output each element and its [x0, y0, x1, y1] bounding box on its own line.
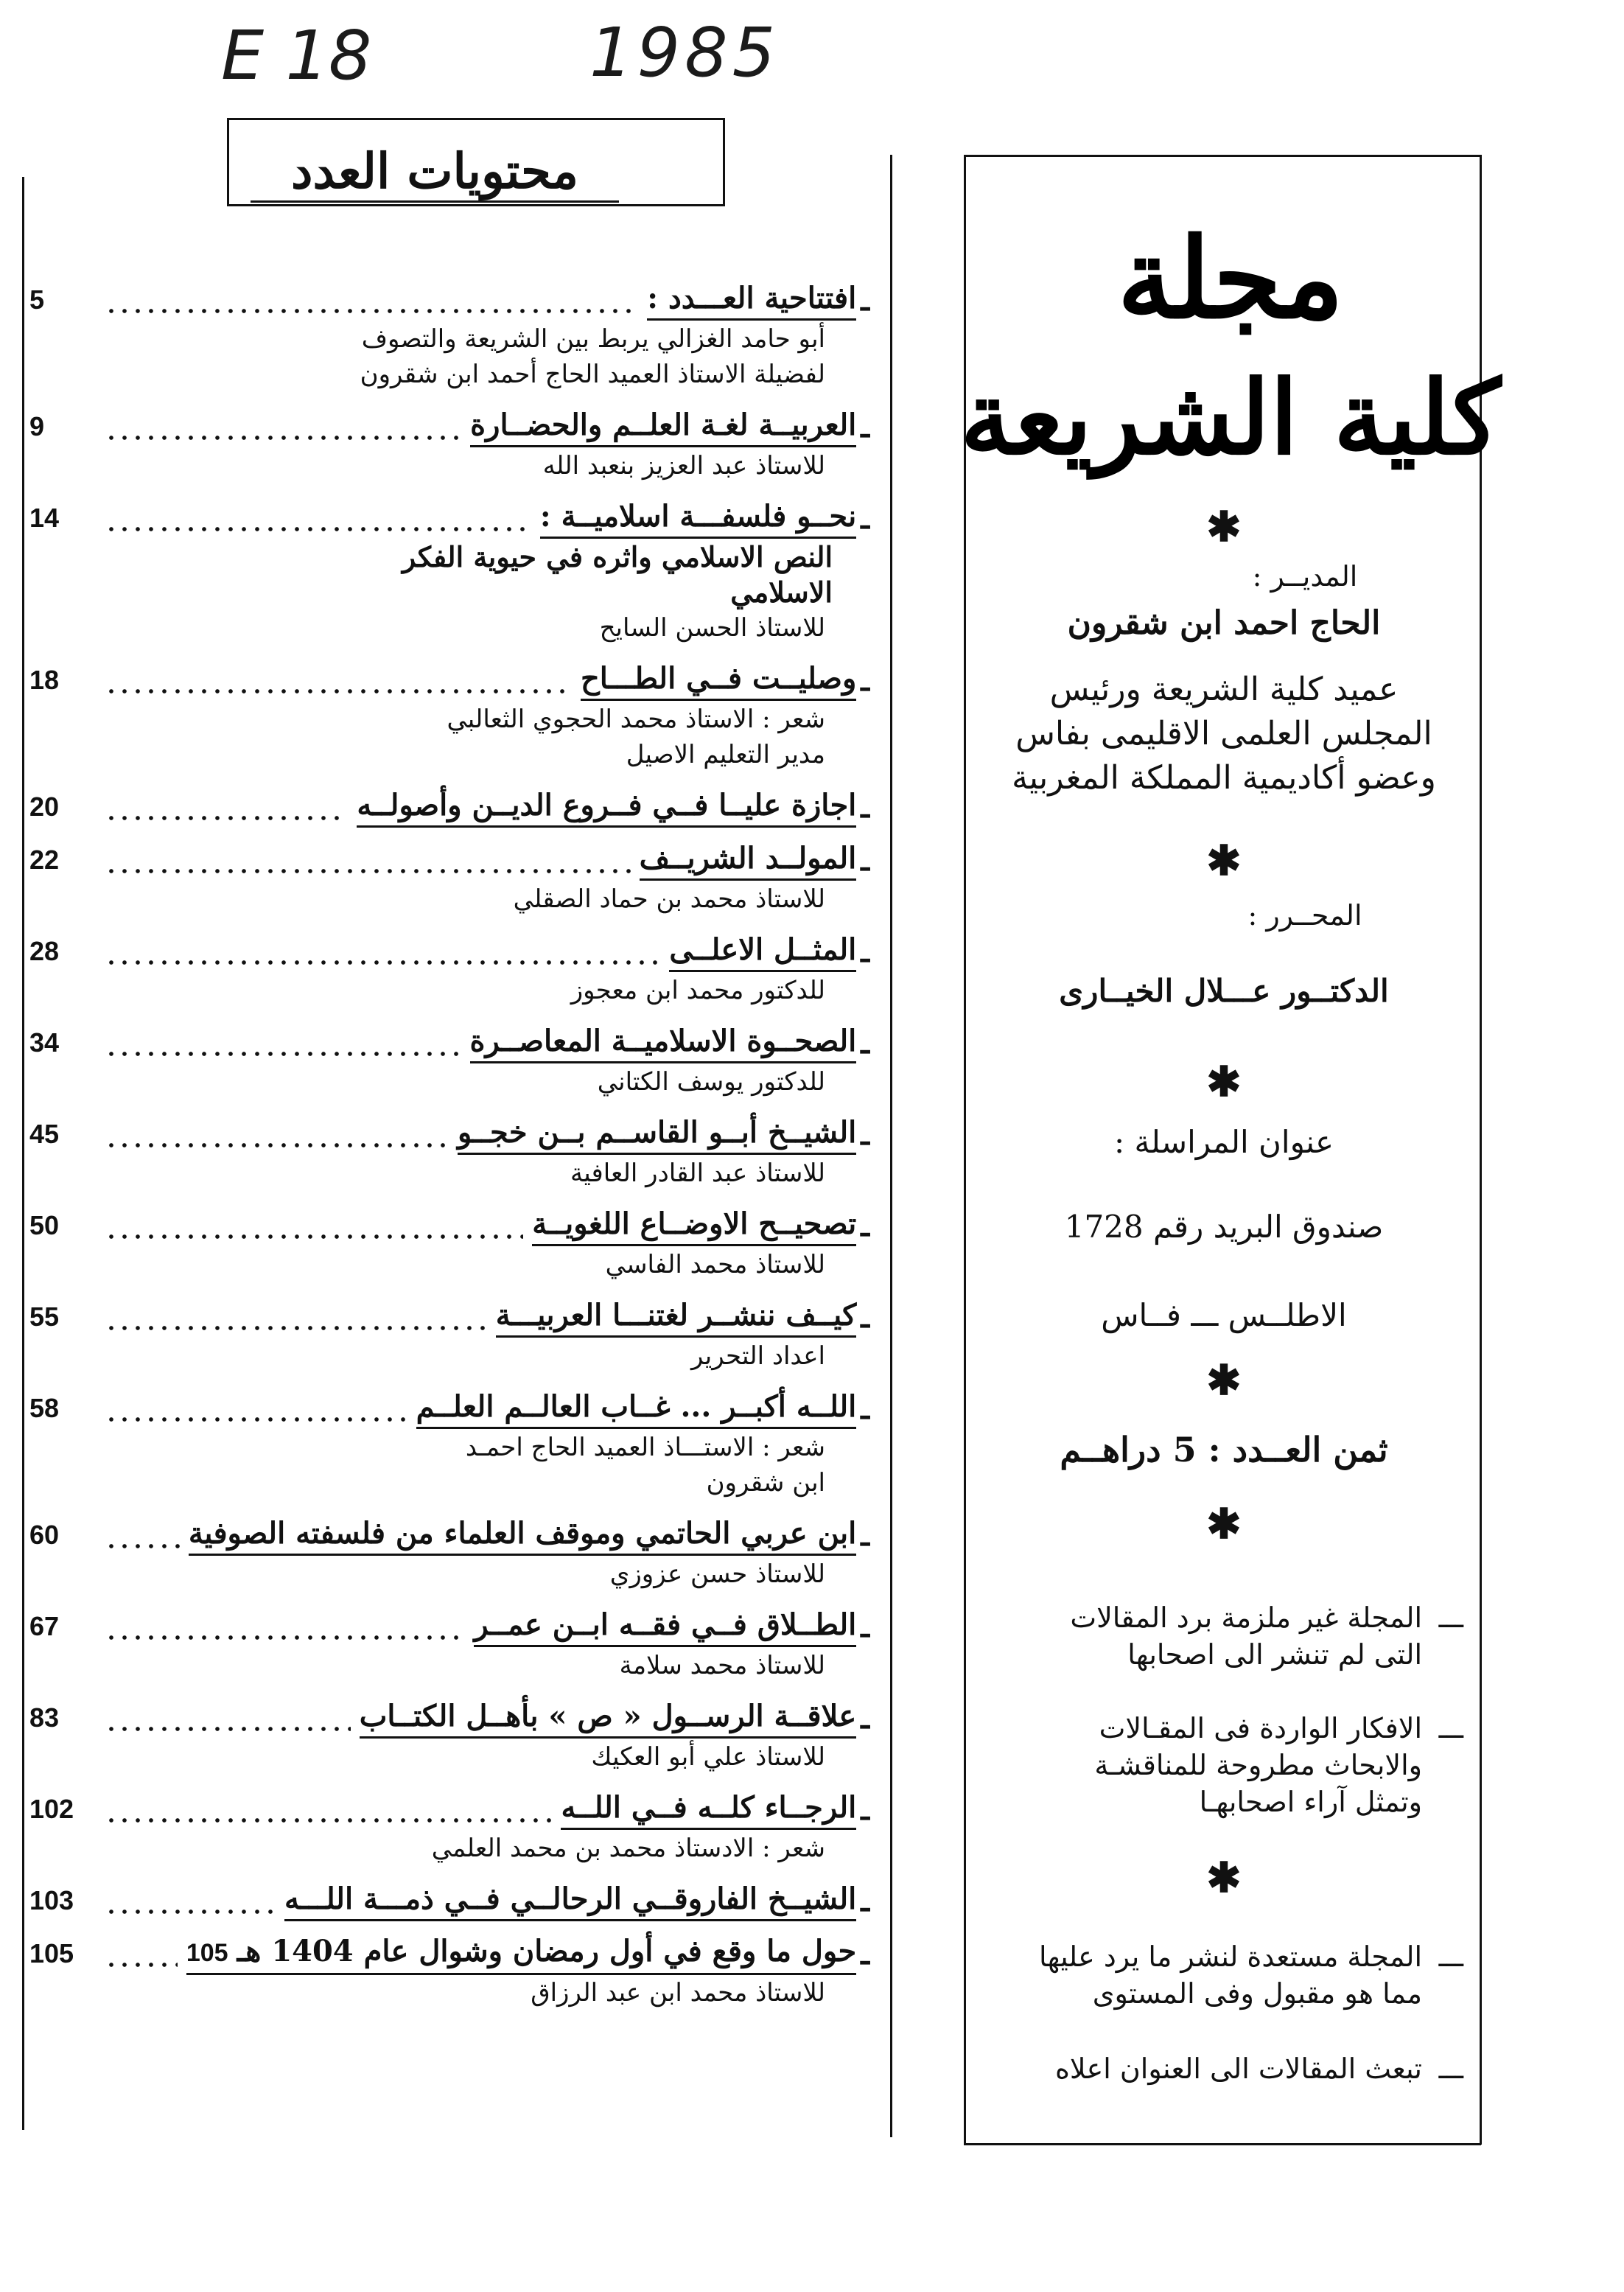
- toc-entry-title-text: حول ما وقع في أول رمضان وشوال عام 1404 هـ: [237, 1933, 857, 1968]
- entry-dash: ـ: [861, 1117, 869, 1152]
- note-2-line-3: وتمثل آراء اصحابهـا: [1199, 1786, 1422, 1818]
- leader-dots: [105, 792, 348, 822]
- toc-entry-page: 102: [29, 1794, 74, 1824]
- toc-entry-row: [29, 1296, 869, 1338]
- toc-entry-title: [189, 1515, 856, 1556]
- toc-entry: [29, 497, 869, 659]
- entry-dash: ـ: [861, 842, 869, 878]
- entry-spacer: [29, 2010, 869, 2024]
- entry-dash: ـ: [861, 1883, 869, 1918]
- director-desc-2: المجلس العلمى الاقليمى بفاس: [1015, 715, 1432, 752]
- toc-entry-title-text: المثــل الاعلــى: [669, 932, 857, 967]
- entry-spacer: [29, 1775, 869, 1788]
- toc-entry-row: [29, 786, 869, 828]
- entry-spacer: [29, 1191, 869, 1204]
- toc-entry-title: [360, 1698, 857, 1739]
- toc-entry-author: لفضيلة الاستاذ العميد الحاج أحمد ابن شقرون: [360, 360, 825, 389]
- toc-entry-row: [29, 279, 869, 321]
- toc-entry-author: للاستاذ محمد بن حماد الصقلي: [513, 884, 825, 914]
- toc-entry: [29, 1514, 869, 1605]
- column-divider-left: [890, 155, 892, 2137]
- star-divider-1: ✱: [1206, 503, 1242, 551]
- entry-dash: ـ: [861, 1936, 869, 1971]
- toc-entry-author: للاستاذ علي أبو العكيك: [591, 1742, 825, 1772]
- toc-entry-title: [416, 1388, 857, 1429]
- toc-entry-title-text: علاقــة الرســول « ص » بأهــل الكتــاب: [359, 1698, 857, 1733]
- toc-entry-author: للاستاذ عبد القادر العافية: [570, 1159, 825, 1188]
- toc-entry-title: [474, 1607, 856, 1647]
- entry-spacer: [29, 1500, 869, 1514]
- leader-dots: [105, 1703, 351, 1733]
- leader-dots: [105, 1795, 552, 1824]
- toc-entry-row: [29, 1113, 869, 1156]
- star-divider-6: ✱: [1206, 1853, 1242, 1902]
- toc-entry-author: للدكتور يوسف الكتاني: [597, 1067, 825, 1097]
- toc-entry-row: [29, 839, 869, 881]
- entry-spacer: [29, 1866, 869, 1879]
- toc-entry-row: [29, 1605, 869, 1648]
- sidebar-note-1: [987, 1599, 1463, 1673]
- toc-entry-author: شعر : الادستاذ محمد بن محمد العلمي: [431, 1834, 825, 1863]
- entry-spacer: [29, 1282, 869, 1296]
- toc-entry-title: [561, 1789, 856, 1830]
- star-divider-4: ✱: [1206, 1356, 1242, 1405]
- note-dash: ـــ: [1438, 1940, 1463, 1973]
- entry-spacer: [29, 1100, 869, 1113]
- toc-entry-row: [29, 497, 869, 539]
- toc-entry-author: للاستاذ محمد ابن عبد الرزاق: [531, 1978, 825, 2008]
- toc-entry-title: [532, 1206, 856, 1246]
- toc-entry-title-text: المولــد الشريــف: [639, 840, 857, 876]
- note-2-line-1: الافكار الواردة فى المقـالات: [1099, 1712, 1422, 1744]
- toc-entry-page: 50: [29, 1210, 60, 1240]
- toc-entry-title: [540, 498, 856, 539]
- issue-price: ثمن العــدد : 5 دراهــم: [1060, 1430, 1388, 1470]
- leader-dots: [105, 503, 531, 533]
- toc-entry-subtitle: الاسلامي: [730, 576, 833, 609]
- toc-entry-author: للاستاذ حسن عزوزي: [609, 1559, 825, 1589]
- toc-entry-title: [581, 660, 856, 701]
- leader-dots: [105, 1211, 523, 1240]
- toc-title: محتويات العدد: [251, 141, 619, 203]
- toc-entry-title-text: تصحيــح الاوضــاع اللغويــة: [532, 1206, 857, 1241]
- toc-entry: [29, 930, 869, 1021]
- toc-entry-page: 14: [29, 503, 60, 533]
- toc-entry: [29, 1021, 869, 1113]
- toc-entry-row: [29, 1788, 869, 1831]
- entry-spacer: [29, 772, 869, 786]
- toc-entry-title-text: اللــه أكبــر ... غــاب العالــم العلــم: [416, 1388, 857, 1424]
- entry-dash: ـ: [861, 1208, 869, 1243]
- toc-entry-title-text: الطــلاق فــي فقــه ابــن عمــر: [474, 1607, 857, 1642]
- toc-entry-author: أبو حامد الغزالي يربط بين الشريعة والتصوف: [361, 324, 825, 354]
- leader-dots: [105, 845, 631, 875]
- toc-entry-title-text: الشيــخ الفاروقــي الرحالــي فــي ذمـــة اللـــه: [284, 1881, 857, 1916]
- toc-entry-row: [29, 1514, 869, 1556]
- toc-entry-row: [29, 1204, 869, 1247]
- toc-entry: [29, 839, 869, 930]
- toc-entry-page: 103: [29, 1885, 74, 1915]
- toc-entry-author: للاستاذ محمد سلامة: [619, 1651, 825, 1680]
- toc-entry-title-text: اجازة عليــا فــي فــروع الديــن وأصولــه: [357, 787, 857, 822]
- toc-entry-author: شعر : الاستـــاذ العميد الحاج احمـد: [465, 1433, 825, 1462]
- entry-dash: ـ: [861, 1391, 869, 1426]
- toc-entry: [29, 1113, 869, 1204]
- toc-entry-title: [470, 1023, 857, 1063]
- leader-dots: [105, 1119, 449, 1149]
- entry-spacer: [29, 1922, 869, 1932]
- toc-entry-title: [669, 932, 856, 972]
- sidebar-top-border: [964, 155, 1481, 157]
- toc-entry-title: [458, 1114, 856, 1155]
- entry-dash: ـ: [861, 282, 869, 318]
- toc-entry-author: ابن شقرون: [706, 1468, 825, 1498]
- entry-dash: ـ: [861, 663, 869, 698]
- address-label: عنوان المراسلة :: [1114, 1124, 1334, 1160]
- toc-entry-page: 60: [29, 1520, 60, 1550]
- toc-entry-title-text: الرجــاء كلــه فــي اللــه: [561, 1789, 857, 1825]
- editor-label: المحــرر :: [1247, 899, 1362, 932]
- address-city: الاطلــس ـــ فــاس: [1101, 1297, 1347, 1333]
- note-3-line-2: مما هو مقبول وفى المستوى: [1092, 1977, 1422, 2010]
- toc-entry-subtitle: النص الاسلامي واثره في حيوية الفكر: [402, 540, 833, 573]
- leader-dots: [105, 1394, 407, 1423]
- logo-word-majalla: مجلة: [1117, 214, 1344, 343]
- entry-spacer: [29, 483, 869, 497]
- sidebar-note-3: [987, 1938, 1463, 2012]
- left-margin-rule: [22, 177, 24, 2130]
- entry-dash: ـ: [861, 1700, 869, 1736]
- toc-entry-page: 34: [29, 1027, 60, 1058]
- toc-entry-page: 105: [29, 1938, 74, 1968]
- handwritten-issue-number: 18 E: [221, 16, 372, 95]
- entry-dash: ـ: [861, 789, 869, 825]
- toc-entry-title-text: وصليــت فــي الطـــاح: [580, 660, 857, 696]
- toc-entry-title-text: كيــف ننشــر لغتنـــا العربيـــة: [495, 1297, 857, 1332]
- entry-dash: ـ: [861, 1299, 869, 1335]
- toc-entry: [29, 1296, 869, 1387]
- toc-entry-title: [640, 840, 857, 881]
- leader-dots: [105, 1886, 276, 1915]
- entry-spacer: [29, 1008, 869, 1021]
- toc-entry-title-text: العربيــة لغـة العلــم والحضــارة: [470, 407, 857, 442]
- entry-spacer: [29, 917, 869, 930]
- star-divider-5: ✱: [1206, 1500, 1242, 1548]
- note-dash: ـــ: [1438, 2052, 1463, 2085]
- note-4-line-1: تبعث المقالات الى العنوان اعلاه: [1054, 2052, 1422, 2085]
- toc-entry-page: 45: [29, 1119, 60, 1149]
- entry-spacer: [29, 1592, 869, 1605]
- toc-entry-author: للاستاذ عبد العزيز بنعبد الله: [542, 451, 825, 481]
- toc-entry-row: [29, 1021, 869, 1064]
- entry-dash: ـ: [861, 500, 869, 536]
- toc-entry-author: شعر : الاستاذ محمد الحجوي الثعالبي: [447, 705, 825, 734]
- toc-entry-page: 58: [29, 1393, 60, 1423]
- toc-entry: [29, 786, 869, 839]
- entry-dash: ـ: [861, 409, 869, 444]
- toc-entry-page: 5: [29, 284, 45, 315]
- toc-entry-page: 55: [29, 1302, 60, 1332]
- leader-dots: [105, 1028, 461, 1058]
- toc-entry-title-text: الصحــوة الاسلاميــة المعاصــرة: [469, 1023, 857, 1058]
- leader-dots: [105, 1939, 178, 1968]
- toc-entry-title-text: نحــو فلسفـــة اسلاميــة :: [539, 498, 857, 534]
- toc-entry-author: للاستاذ محمد الفاسي: [605, 1250, 825, 1279]
- entry-spacer: [29, 828, 869, 839]
- toc-entry: [29, 1932, 869, 2024]
- toc-entry-row: [29, 1697, 869, 1739]
- toc-entry-title: [470, 407, 856, 447]
- leader-dots: [105, 937, 660, 966]
- toc-entry-title: [357, 787, 856, 828]
- sidebar-note-4: [987, 2050, 1463, 2087]
- toc-entry-row: [29, 1932, 869, 1975]
- toc-entry: [29, 659, 869, 786]
- toc-entry: [29, 1788, 869, 1879]
- toc-entry-page: 22: [29, 845, 60, 875]
- editor-name: الدكتــور عـــلال الخيــارى: [1059, 973, 1389, 1009]
- toc-entry-page: 20: [29, 792, 60, 822]
- entry-dash: ـ: [861, 1025, 869, 1061]
- toc-entry: [29, 405, 869, 497]
- director-name: الحاج احمد ابن شقرون: [1067, 604, 1381, 642]
- entry-dash: ـ: [861, 934, 869, 969]
- toc-entry-title-text: الشيــخ أبــو القاســم بــن خجــو: [457, 1114, 857, 1150]
- note-1-line-2: التى لم تنشر الى اصحابها: [1127, 1638, 1422, 1671]
- toc-entry-title-text: ابن عربي الحاتمي وموقف العلماء من فلسفته الصوفية: [188, 1515, 857, 1551]
- toc-entry: [29, 1879, 869, 1932]
- note-2-line-2: والابحاث مطروحة للمناقشـة: [1094, 1749, 1422, 1781]
- logo-word-kulliyat-alsharia: كلية الشريعة: [960, 357, 1501, 478]
- po-box: صندوق البريد رقم 1728: [1064, 1209, 1384, 1245]
- entry-dash: ـ: [861, 1609, 869, 1644]
- toc-entry-page: 28: [29, 936, 60, 966]
- leader-dots: [105, 1520, 180, 1550]
- note-3-line-1: المجلة مستعدة لنشر ما يرد عليها: [1038, 1940, 1422, 1973]
- handwritten-year: 1985: [589, 13, 780, 92]
- entry-dash: ـ: [861, 1792, 869, 1827]
- note-1-line-1: المجلة غير ملزمة برد المقالات: [1070, 1601, 1422, 1634]
- entry-dash: ـ: [861, 1517, 869, 1553]
- toc-entry-author: للاستاذ الحسن السايح: [599, 613, 825, 643]
- toc-entry: [29, 1697, 869, 1788]
- table-of-contents: [29, 279, 869, 2024]
- toc-entry-page: 83: [29, 1702, 60, 1733]
- toc-entry: [29, 279, 869, 405]
- entry-spacer: [29, 392, 869, 405]
- sidebar-bottom-border: [964, 2143, 1481, 2145]
- toc-entry-page: 18: [29, 665, 60, 695]
- entry-spacer: [29, 1374, 869, 1387]
- director-desc-1: عميد كلية الشريعة ورئيس: [1049, 671, 1399, 708]
- leader-dots: [105, 412, 461, 441]
- toc-entry-row: [29, 1879, 869, 1922]
- toc-entry-author: اعداد التحرير: [691, 1341, 825, 1371]
- toc-entry-page: 9: [29, 411, 45, 441]
- toc-entry-page: 67: [29, 1611, 60, 1641]
- toc-entry: [29, 1387, 869, 1514]
- star-divider-3: ✱: [1206, 1058, 1242, 1106]
- toc-entry-title: [186, 1933, 856, 1975]
- director-desc-3: وعضو أكاديمية المملكة المغربية: [1012, 759, 1436, 797]
- sidebar: [971, 221, 1477, 2108]
- toc-entry-row: [29, 659, 869, 702]
- star-divider-2: ✱: [1206, 836, 1242, 885]
- director-label: المديــر :: [1252, 560, 1358, 593]
- toc-entry: [29, 1605, 869, 1697]
- toc-entry-row: [29, 405, 869, 448]
- entry-spacer: [29, 1683, 869, 1697]
- leader-dots: [105, 1612, 465, 1641]
- toc-entry-title: [284, 1881, 856, 1921]
- leader-dots: [105, 665, 572, 695]
- toc-entry-author: للدكتور محمد ابن معجوز: [570, 976, 825, 1005]
- toc-entry: [29, 1204, 869, 1296]
- toc-entry-title-text: افتتاحية العـــدد :: [647, 280, 857, 315]
- note-dash: ـــ: [1438, 1712, 1463, 1744]
- leader-dots: [105, 1302, 487, 1332]
- note-dash: ـــ: [1438, 1601, 1463, 1634]
- toc-entry-row: [29, 930, 869, 973]
- toc-entry-inline-page: 105: [186, 1938, 228, 1967]
- toc-entry-title: [496, 1297, 857, 1338]
- sidebar-note-2: [987, 1710, 1463, 1820]
- toc-entry-author: مدير التعليم الاصيل: [626, 740, 825, 769]
- toc-entry-title: [647, 280, 856, 321]
- leader-dots: [105, 285, 638, 315]
- toc-entry-row: [29, 1387, 869, 1430]
- entry-spacer: [29, 646, 869, 659]
